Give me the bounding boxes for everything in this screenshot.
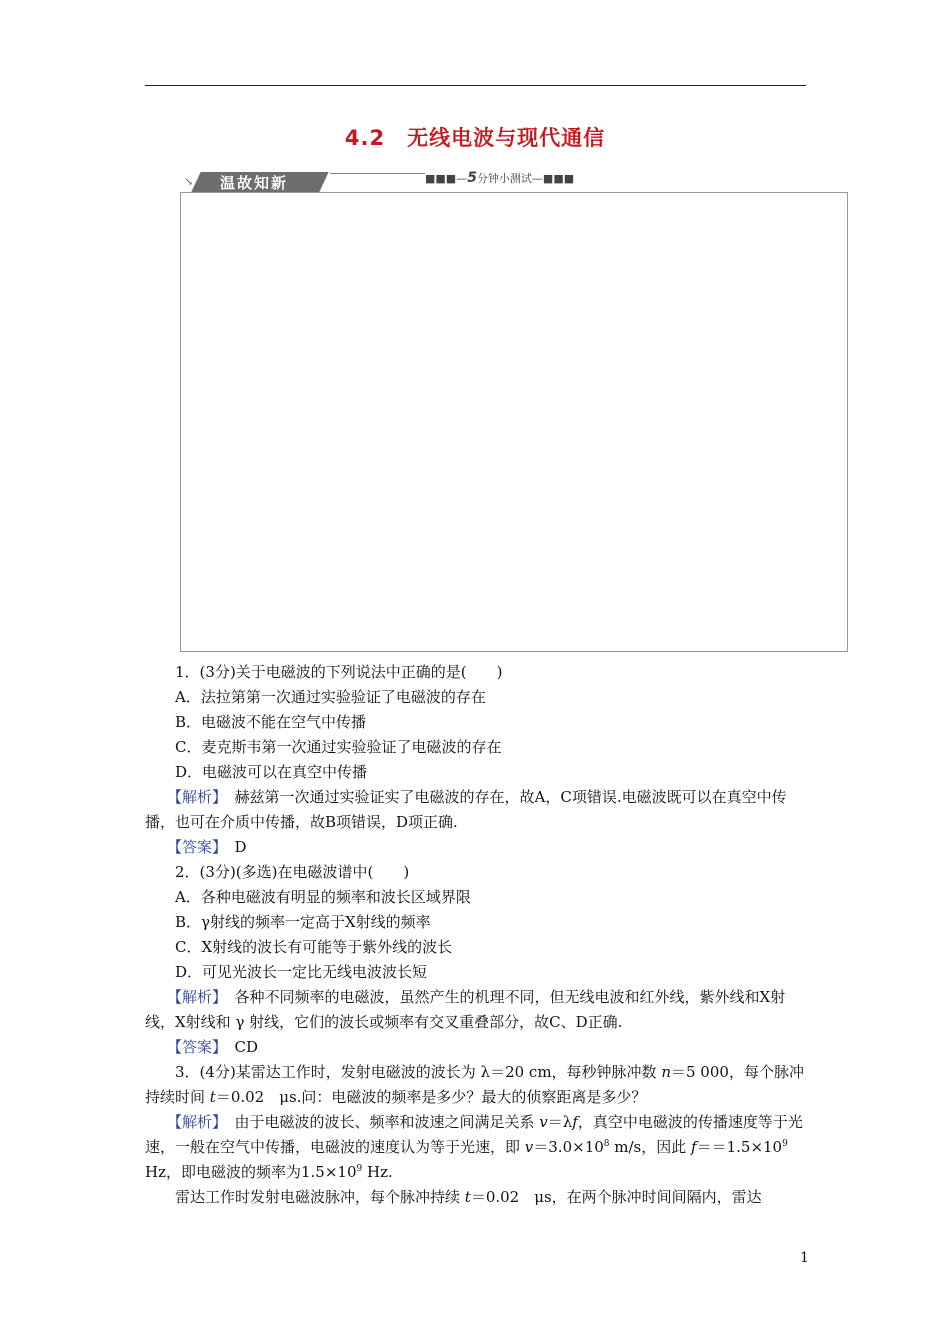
banner-label: 温故知新 <box>220 174 289 192</box>
question-1-option-b: B．电磁波不能在空气中传播 <box>175 713 367 731</box>
question-2-answer: 【答案】 CD <box>167 1038 259 1056</box>
question-2-option-b: B．γ射线的频率一定高于X射线的频率 <box>175 913 431 931</box>
banner-subtitle: ■■■—5分钟小测试—■■■ <box>425 170 575 186</box>
question-1-stem: 1．(3分)关于电磁波的下列说法中正确的是( ) <box>175 663 503 681</box>
question-2-option-c: C．X射线的波长有可能等于紫外线的波长 <box>175 938 453 956</box>
questions-content <box>145 660 808 1210</box>
section-banner <box>180 170 847 192</box>
question-1-analysis: 【解析】 赫兹第一次通过实验证实了电磁波的存在，故A，C项错误.电磁波既可以在真空中传播，也可在介质中传播，故B项错误，D项正确. <box>145 788 787 831</box>
question-2-analysis: 【解析】 各种不同频率的电磁波，虽然产生的机理不同，但无线电波和红外线，紫外线和X射线，X射线和 γ 射线，它们的波长或频率有交叉重叠部分，故C、D正确. <box>145 988 786 1031</box>
question-3-radar-text: 雷达工作时发射电磁波脉冲，每个脉冲持续 t＝0.02 μs，在两个脉冲时间间隔内，雷达 <box>175 1188 762 1206</box>
arrow-icon: ↘ <box>184 175 194 188</box>
question-2-option-a: A．各种电磁波有明显的频率和波长区域界限 <box>175 888 471 906</box>
banner-divider <box>330 173 425 174</box>
question-1-option-a: A．法拉第第一次通过实验验证了电磁波的存在 <box>175 688 486 706</box>
header-rule <box>145 85 806 86</box>
question-1-option-c: C．麦克斯韦第一次通过实验验证了电磁波的存在 <box>175 738 502 756</box>
question-2-stem: 2．(3分)(多选)在电磁波谱中( ) <box>175 863 410 881</box>
question-2-option-d: D．可见光波长一定比无线电波波长短 <box>175 963 428 981</box>
banner-tab <box>180 170 330 192</box>
page-title: 4.2 无线电波与现代通信 <box>344 126 606 150</box>
question-1-option-d: D．电磁波可以在真空中传播 <box>175 763 368 781</box>
blank-answer-box <box>180 192 848 652</box>
question-1-answer: 【答案】 D <box>167 838 247 856</box>
question-3-stem: 3．(4分)某雷达工作时，发射电磁波的波长为 λ＝20 cm，每秒钟脉冲数 n＝5 000，每个脉冲持续时间 t＝0.02 μs.问：电磁波的频率是多少？最大的侦察距离是多少？ <box>145 1063 804 1106</box>
question-3-analysis: 【解析】 由于电磁波的波长、频率和波速之间满足关系 v＝λf，真空中电磁波的传播速度等于光速，一般在空气中传播，电磁波的速度认为等于光速，即 $v=3.0\times 10^8$ m/s，因此 $f==1.5\times 10^9$ Hz，即电磁波的频率为$1.5\times 10^9$ Hz. <box>145 1113 803 1181</box>
page-number: 1 <box>800 1250 809 1266</box>
